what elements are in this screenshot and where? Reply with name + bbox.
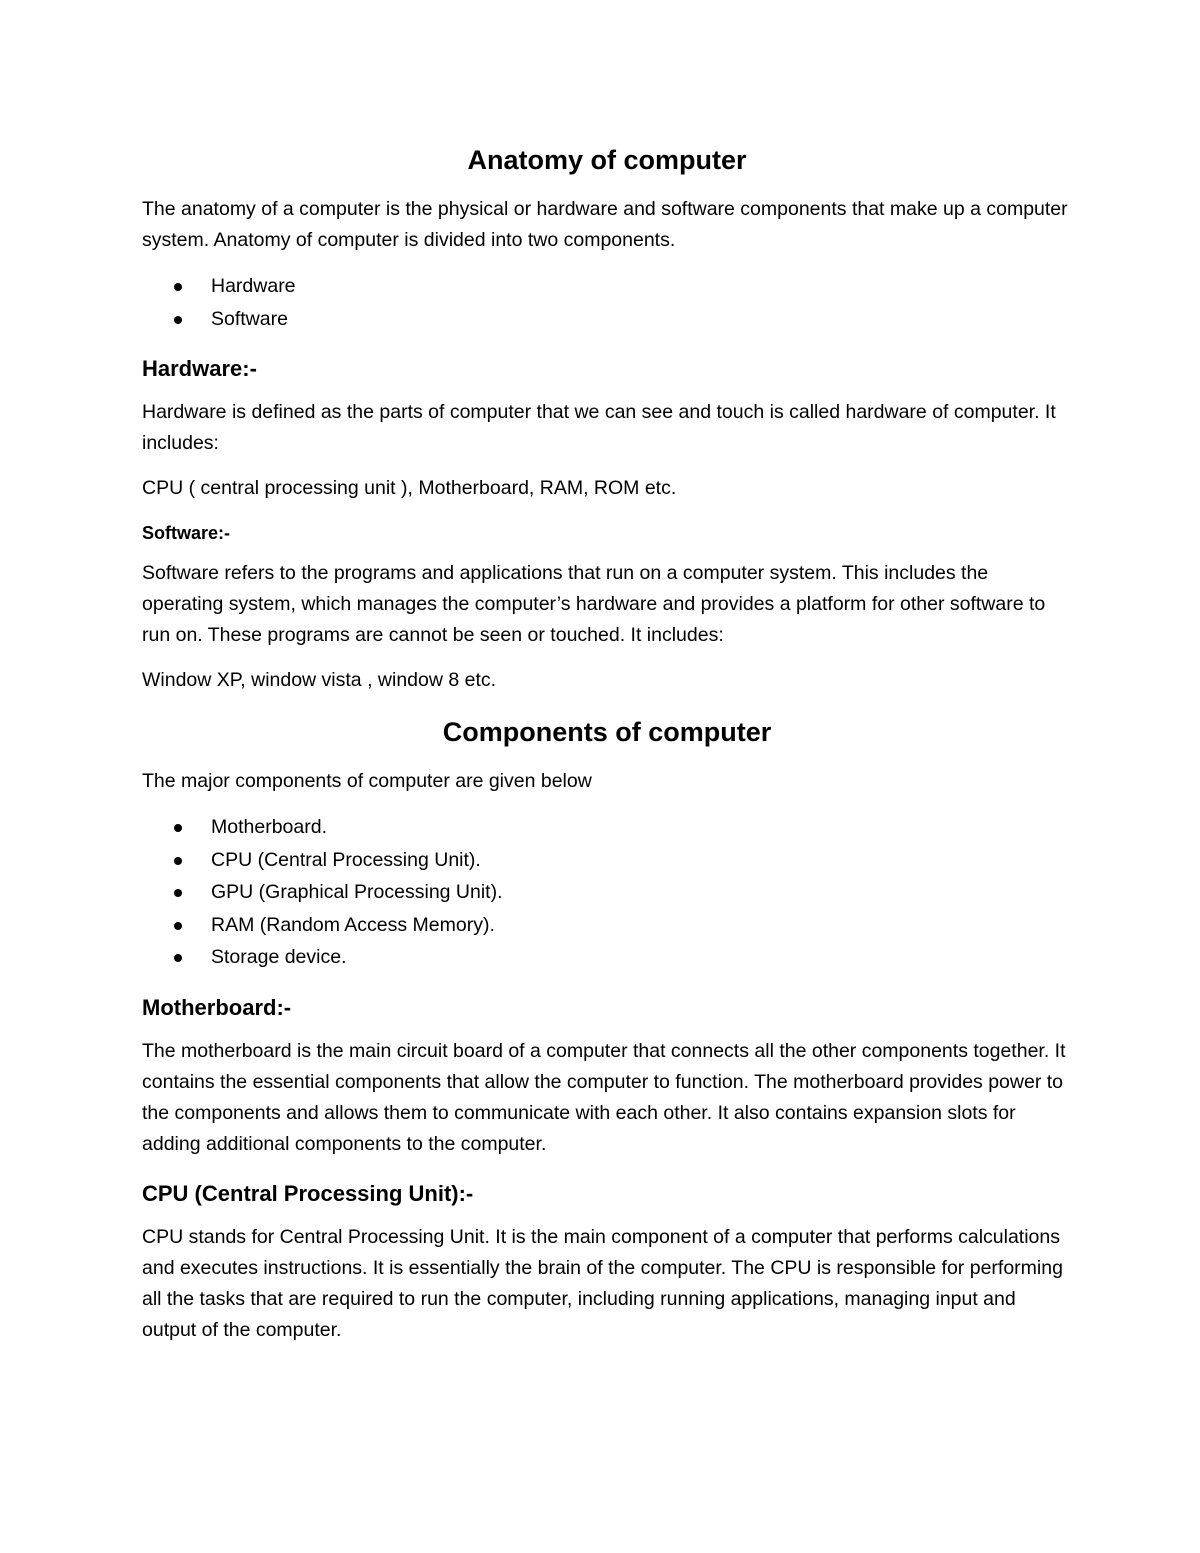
hardware-heading: Hardware:- <box>142 356 257 381</box>
components-intro: The major components of computer are given below <box>142 770 592 792</box>
list-item-text: RAM (Random Access Memory). <box>211 913 495 936</box>
document-page <box>142 140 1072 1360</box>
software-heading: Software:- <box>142 523 231 543</box>
bullet-icon <box>174 889 182 897</box>
bullet-icon <box>174 316 182 324</box>
bullet-icon <box>174 824 182 832</box>
hardware-examples: CPU ( central processing unit ), Motherboard, RAM, ROM etc. <box>142 477 677 499</box>
components-list <box>142 811 1072 974</box>
cpu-paragraph: CPU stands for Central Processing Unit. It is the main component of a computer that performs calculations and executes instructions. It is essentially the brain of the computer. The CPU is responsible for performing all the tasks that are required to run the computer, including running applications, managing input and output of the computer. <box>142 1225 1063 1341</box>
list-item <box>142 941 1072 974</box>
list-item <box>142 270 1072 303</box>
list-item <box>142 844 1072 877</box>
motherboard-paragraph: The motherboard is the main circuit board of a computer that connects all the other components together. It contains the essential components that allow the computer to function. The motherboard provides power to the components and allows them to communicate with each other. It also contains expansion slots for adding additional components to the computer. <box>142 1039 1066 1155</box>
list-item-text: Hardware <box>211 275 296 297</box>
section-title: Components of computer <box>442 717 772 747</box>
list-item <box>142 303 1072 336</box>
page-title: Anatomy of computer <box>467 145 747 175</box>
anatomy-list <box>142 270 1072 335</box>
list-item-text: Storage device. <box>211 946 347 968</box>
motherboard-heading: Motherboard:- <box>142 994 292 1020</box>
bullet-icon <box>174 283 182 291</box>
list-item <box>142 909 1072 942</box>
cpu-heading: CPU (Central Processing Unit):- <box>142 1180 474 1206</box>
list-item-text: CPU (Central Processing Unit). <box>211 848 481 871</box>
hardware-paragraph: Hardware is defined as the parts of computer that we can see and touch is called hardware of computer. It includes: <box>142 401 1056 454</box>
list-item-text: GPU (Graphical Processing Unit). <box>211 881 503 903</box>
software-examples: Window XP, window vista , window 8 etc. <box>142 669 497 691</box>
list-item-text: Motherboard. <box>211 816 327 838</box>
bullet-icon <box>174 954 182 962</box>
list-item <box>142 876 1072 909</box>
intro-paragraph: The anatomy of a computer is the physical or hardware and software components that make up a computer system. Anatomy of computer is divided into two components. <box>142 198 1068 251</box>
software-paragraph: Software refers to the programs and applications that run on a computer system. This includes the operating system, which manages the computer’s hardware and provides a platform for other software to run on. These programs are cannot be seen or touched. It includes: <box>142 562 1046 646</box>
bullet-icon <box>174 922 182 930</box>
list-item-text: Software <box>211 307 288 330</box>
bullet-icon <box>174 857 182 865</box>
list-item <box>142 811 1072 844</box>
